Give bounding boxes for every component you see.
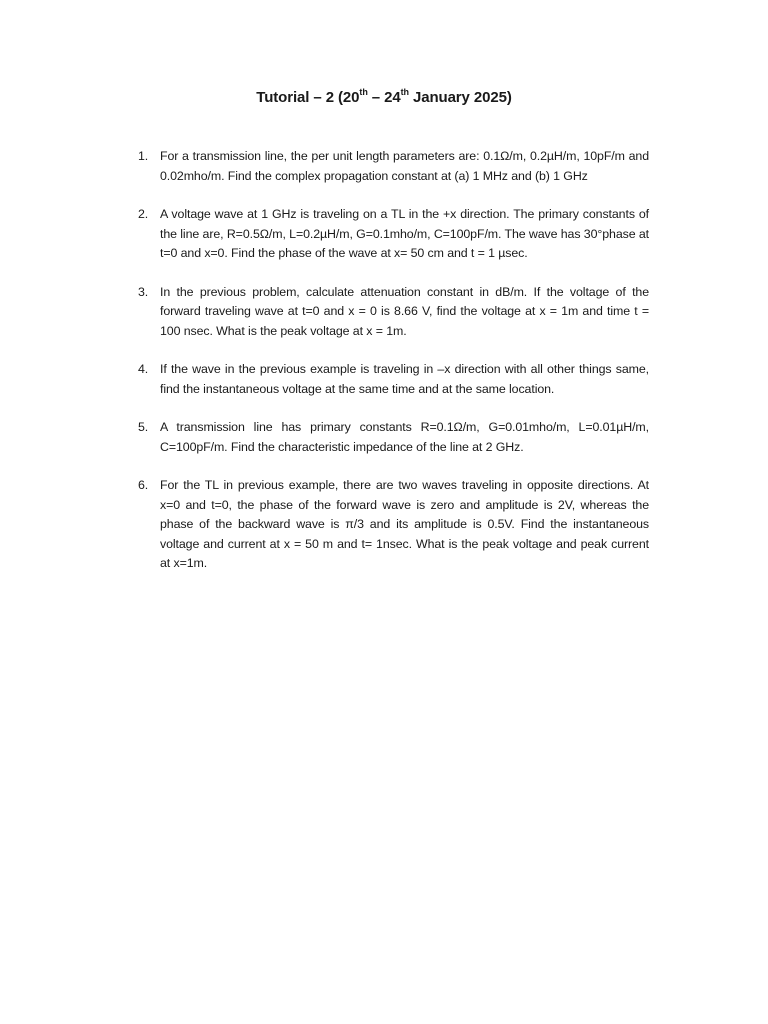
question-text: For a transmission line, the per unit length parameters are: 0.1Ω/m, 0.2µH/m, 10pF/m and 0.02mho/m. Find the complex propagation constant at (a) 1 MHz and (b) 1 GHz [160, 149, 649, 183]
title-superscript-start: th [359, 87, 368, 97]
question-text: For the TL in previous example, there are two waves traveling in opposite directions. At x=0 and t=0, the phase of the forward wave is zero and amplitude is 2V, whereas the phase of the backward wave is π/3 and its amplitude is 0.5V. Find the instantaneous voltage and current at x = 50 m and t= 1nsec. What is the peak voltage and peak current at x=1m. [160, 478, 649, 570]
question-item [136, 418, 649, 457]
page-title [0, 87, 768, 109]
question-list [136, 147, 649, 593]
question-item [136, 360, 649, 399]
question-number: 4. [138, 362, 149, 376]
title-middle: – 24 [367, 89, 401, 106]
question-number: 2. [138, 207, 149, 221]
question-number: 6. [138, 478, 149, 492]
question-text: If the wave in the previous example is traveling in –x direction with all other things same, find the instantaneous voltage at the same time and at the same location. [160, 362, 649, 396]
question-item [136, 205, 649, 264]
question-number: 1. [138, 149, 149, 163]
question-item [136, 147, 649, 186]
question-text: A transmission line has primary constants R=0.1Ω/m, G=0.01mho/m, L=0.01µH/m, C=100pF/m. Find the characteristic impedance of the line at 2 GHz. [160, 420, 649, 454]
question-number: 5. [138, 420, 149, 434]
title-suffix: January 2025) [408, 89, 512, 106]
question-item [136, 283, 649, 342]
question-text: A voltage wave at 1 GHz is traveling on a TL in the +x direction. The primary constants of the line are, R=0.5Ω/m, L=0.2µH/m, G=0.1mho/m, C=100pF/m. The wave has 30°phase at t=0 and x=0. Find the phase of the wave at x= 50 cm and t = 1 µsec. [160, 207, 649, 260]
question-number: 3. [138, 284, 149, 299]
question-item [136, 476, 649, 574]
title-prefix: Tutorial – 2 (20 [256, 89, 360, 106]
question-text: In the previous problem, calculate attenuation constant in dB/m. If the voltage of the forward traveling wave at t=0 and x = 0 is 8.66 V, find the voltage at x = 1m and time t = 100 nsec. What is the peak voltage at x = 1m. [160, 284, 649, 338]
title-superscript-end: th [400, 87, 409, 97]
